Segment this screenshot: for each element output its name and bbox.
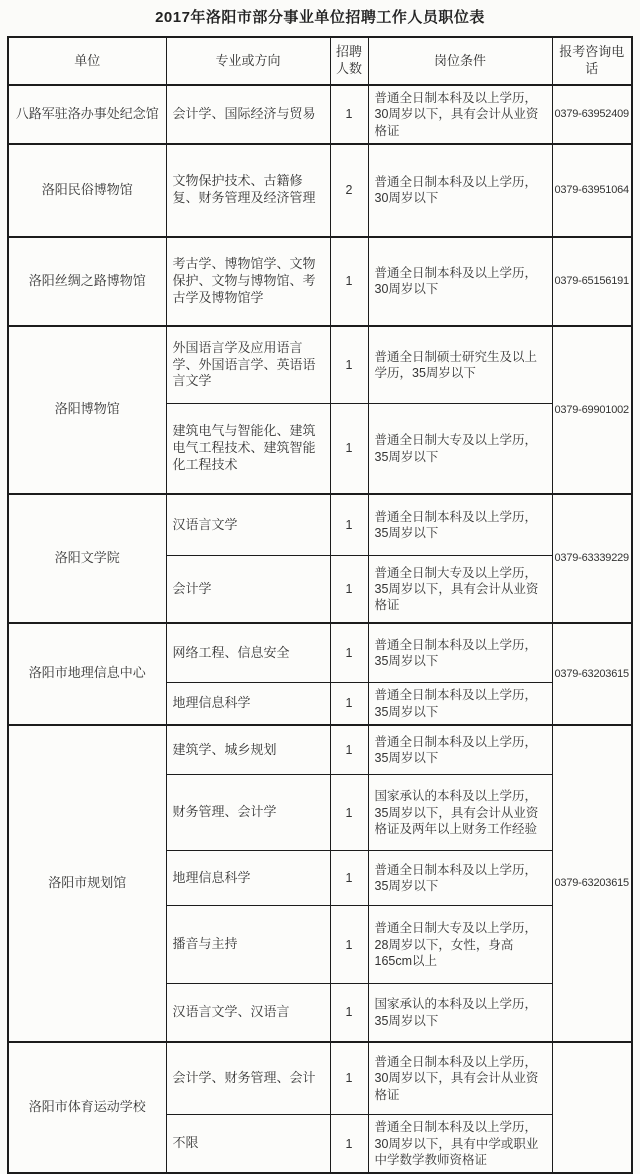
- unit-name: 洛阳丝绸之路博物馆: [8, 237, 166, 326]
- phone: 0379-63951064: [552, 144, 632, 237]
- major: 汉语言文学: [166, 494, 330, 556]
- phone: 0379-65156191: [552, 237, 632, 326]
- phone: 0379-63203615: [552, 725, 632, 1042]
- recruit-count: 1: [330, 1115, 368, 1173]
- table-row: [8, 144, 632, 237]
- conditions: 普通全日制本科及以上学历，30周岁以下，具有会计从业资格证: [368, 1042, 552, 1115]
- major: 建筑电气与智能化、建筑电气工程技术、建筑智能化工程技术: [166, 404, 330, 494]
- unit-name: 洛阳博物馆: [8, 326, 166, 494]
- conditions: 国家承认的本科及以上学历，35周岁以下: [368, 984, 552, 1042]
- recruit-count: 1: [330, 237, 368, 326]
- major: 地理信息科学: [166, 683, 330, 725]
- conditions: 普通全日制本科及以上学历，35周岁以下: [368, 623, 552, 683]
- major: 会计学、财务管理、会计: [166, 1042, 330, 1115]
- recruit-count: 1: [330, 85, 368, 144]
- recruit-count: 1: [330, 494, 368, 556]
- major: 文物保护技术、古籍修复、财务管理及经济管理: [166, 144, 330, 237]
- major: 网络工程、信息安全: [166, 623, 330, 683]
- header-phone: 报考咨询电话: [552, 37, 632, 85]
- major: 播音与主持: [166, 906, 330, 984]
- major: 汉语言文学、汉语言: [166, 984, 330, 1042]
- conditions: 普通全日制本科及以上学历，30周岁以下: [368, 144, 552, 237]
- phone: 0379-63339229: [552, 494, 632, 623]
- header-unit: 单位: [8, 37, 166, 85]
- table-body: [8, 85, 632, 1173]
- header-count: 招聘人数: [330, 37, 368, 85]
- table-row: [8, 85, 632, 144]
- conditions: 国家承认的本科及以上学历，35周岁以下，具有会计从业资格证及两年以上财务工作经验: [368, 775, 552, 851]
- recruit-count: 1: [330, 556, 368, 623]
- major: 会计学: [166, 556, 330, 623]
- conditions: 普通全日制本科及以上学历，35周岁以下: [368, 494, 552, 556]
- recruit-count: 1: [330, 326, 368, 404]
- table-row: [8, 1042, 632, 1115]
- recruit-count: 1: [330, 1042, 368, 1115]
- page-title: 2017年洛阳市部分事业单位招聘工作人员职位表: [155, 9, 485, 26]
- conditions: 普通全日制大专及以上学历，35周岁以下: [368, 404, 552, 494]
- table-row: [8, 237, 632, 326]
- major: 外国语言学及应用语言学、外国语言学、英语语言文学: [166, 326, 330, 404]
- recruit-count: 1: [330, 725, 368, 775]
- recruitment-table: [7, 36, 633, 1174]
- recruit-count: 1: [330, 404, 368, 494]
- conditions: 普通全日制大专及以上学历，28周岁以下，女性，身高165cm以上: [368, 906, 552, 984]
- major: 考古学、博物馆学、文物保护、文物与博物馆、考古学及博物馆学: [166, 237, 330, 326]
- table-row: [8, 494, 632, 556]
- unit-name: 洛阳文学院: [8, 494, 166, 623]
- conditions: 普通全日制硕士研究生及以上学历，35周岁以下: [368, 326, 552, 404]
- recruit-count: 1: [330, 851, 368, 906]
- table-row: [8, 326, 632, 404]
- recruit-count: 1: [330, 906, 368, 984]
- phone: 0379-69901002: [552, 326, 632, 494]
- table-header: [8, 37, 632, 85]
- major: 建筑学、城乡规划: [166, 725, 330, 775]
- table-row: [8, 725, 632, 775]
- conditions: 普通全日制本科及以上学历，35周岁以下: [368, 683, 552, 725]
- major: 财务管理、会计学: [166, 775, 330, 851]
- conditions: 普通全日制本科及以上学历，35周岁以下: [368, 851, 552, 906]
- recruit-count: 2: [330, 144, 368, 237]
- unit-name: 洛阳市体育运动学校: [8, 1042, 166, 1173]
- phone: [552, 1042, 632, 1173]
- conditions: 普通全日制本科及以上学历，30周岁以下: [368, 237, 552, 326]
- header-row: [8, 37, 632, 85]
- unit-name: 洛阳民俗博物馆: [8, 144, 166, 237]
- header-major: 专业或方向: [166, 37, 330, 85]
- recruit-count: 1: [330, 775, 368, 851]
- major: 地理信息科学: [166, 851, 330, 906]
- table-row: [8, 623, 632, 683]
- phone: 0379-63952409: [552, 85, 632, 144]
- recruit-count: 1: [330, 683, 368, 725]
- conditions: 普通全日制本科及以上学历，30周岁以下，具有中学或职业中学数学教师资格证: [368, 1115, 552, 1173]
- header-conditions: 岗位条件: [368, 37, 552, 85]
- conditions: 普通全日制本科及以上学历，35周岁以下: [368, 725, 552, 775]
- major: 不限: [166, 1115, 330, 1173]
- conditions: 普通全日制大专及以上学历，35周岁以下，具有会计从业资格证: [368, 556, 552, 623]
- unit-name: 洛阳市地理信息中心: [8, 623, 166, 725]
- recruit-count: 1: [330, 623, 368, 683]
- unit-name: 洛阳市规划馆: [8, 725, 166, 1042]
- unit-name: 八路军驻洛办事处纪念馆: [8, 85, 166, 144]
- major: 会计学、国际经济与贸易: [166, 85, 330, 144]
- conditions: 普通全日制本科及以上学历，30周岁以下，具有会计从业资格证: [368, 85, 552, 144]
- phone: 0379-63203615: [552, 623, 632, 725]
- recruit-count: 1: [330, 984, 368, 1042]
